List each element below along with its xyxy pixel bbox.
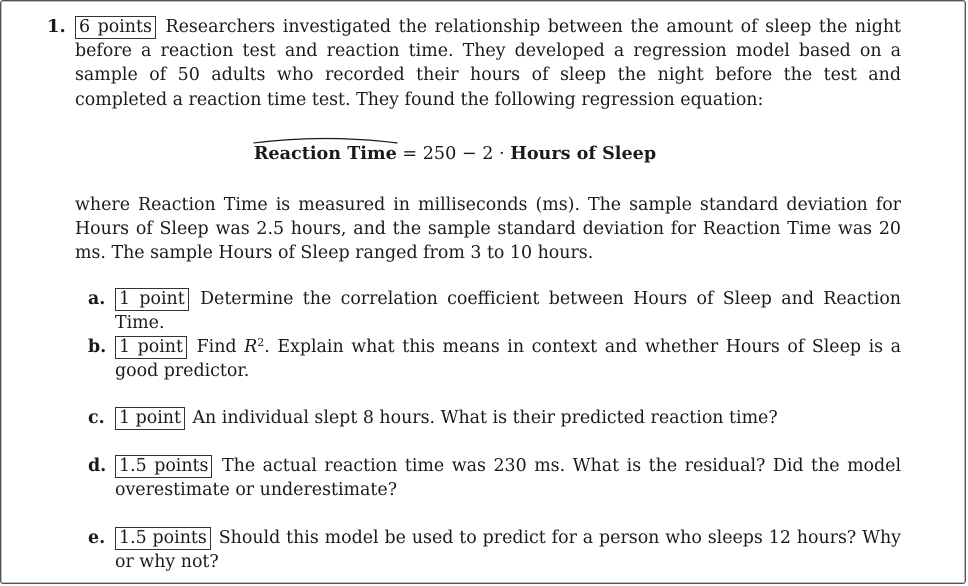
part-a	[88, 287, 901, 335]
question-number: 1.	[47, 16, 66, 37]
part-c-text: An individual slept 8 hours. What is their predicted reaction time?	[192, 408, 778, 428]
part-c-points-box: 1 point	[115, 407, 185, 430]
part-b	[88, 335, 901, 383]
part-d-text: The actual reaction time was 230 ms. What is the residual? Did the model overestimate or underestimate?	[115, 456, 902, 501]
part-e-text: Should this model be used to predict for a person who sleeps 12 hours? Why or why not?	[115, 528, 901, 573]
part-e-points-box: 1.5 points	[115, 527, 211, 550]
equation-predictor: Hours of Sleep	[510, 143, 657, 164]
part-e-letter: e.	[88, 528, 106, 548]
part-c	[88, 406, 901, 430]
part-b-text-before: Find	[196, 337, 245, 357]
part-b-symbol: R	[244, 337, 258, 357]
equation-middle: = 250 − 2 ·	[396, 144, 511, 164]
part-d-letter: d.	[88, 456, 107, 476]
question-points-box: 6 points	[75, 16, 156, 39]
part-b-text-after: . Explain what this means in context and whether Hours of Sleep is a good predictor.	[115, 337, 901, 382]
part-a-text: Determine the correlation coefficient between Hours of Sleep and Reaction Time.	[115, 289, 901, 334]
question-intro	[75, 15, 901, 112]
question-intro-text: Researchers investigated the relationship between the amount of sleep the night before a reaction test and reaction time. They developed a regression model based on a sample of 50 adults who recorded their hours of sleep the night before the test and completed a reaction time test. They found the following regression equation:	[75, 17, 902, 110]
part-b-points-box: 1 point	[115, 336, 187, 359]
part-c-letter: c.	[88, 408, 105, 428]
question-description: where Reaction Time is measured in milliseconds (ms). The sample standard deviation for Hours of Sleep was 2.5 hours, and the sample standard deviation for Reaction Time was 20 ms. The sample Hours of Sleep ranged from 3 to 10 hours.	[75, 195, 901, 264]
part-b-letter: b.	[88, 337, 107, 357]
part-d-points-box: 1.5 points	[115, 455, 212, 478]
part-b-exponent: 2	[257, 336, 265, 349]
equation-response	[254, 142, 397, 166]
hat-accent-icon	[252, 136, 399, 144]
part-a-points-box: 1 point	[115, 288, 189, 311]
part-e	[88, 526, 901, 574]
regression-equation	[0, 142, 910, 166]
equation-response-label: Reaction Time	[253, 143, 397, 164]
part-d	[88, 454, 901, 502]
part-a-letter: a.	[88, 289, 106, 309]
